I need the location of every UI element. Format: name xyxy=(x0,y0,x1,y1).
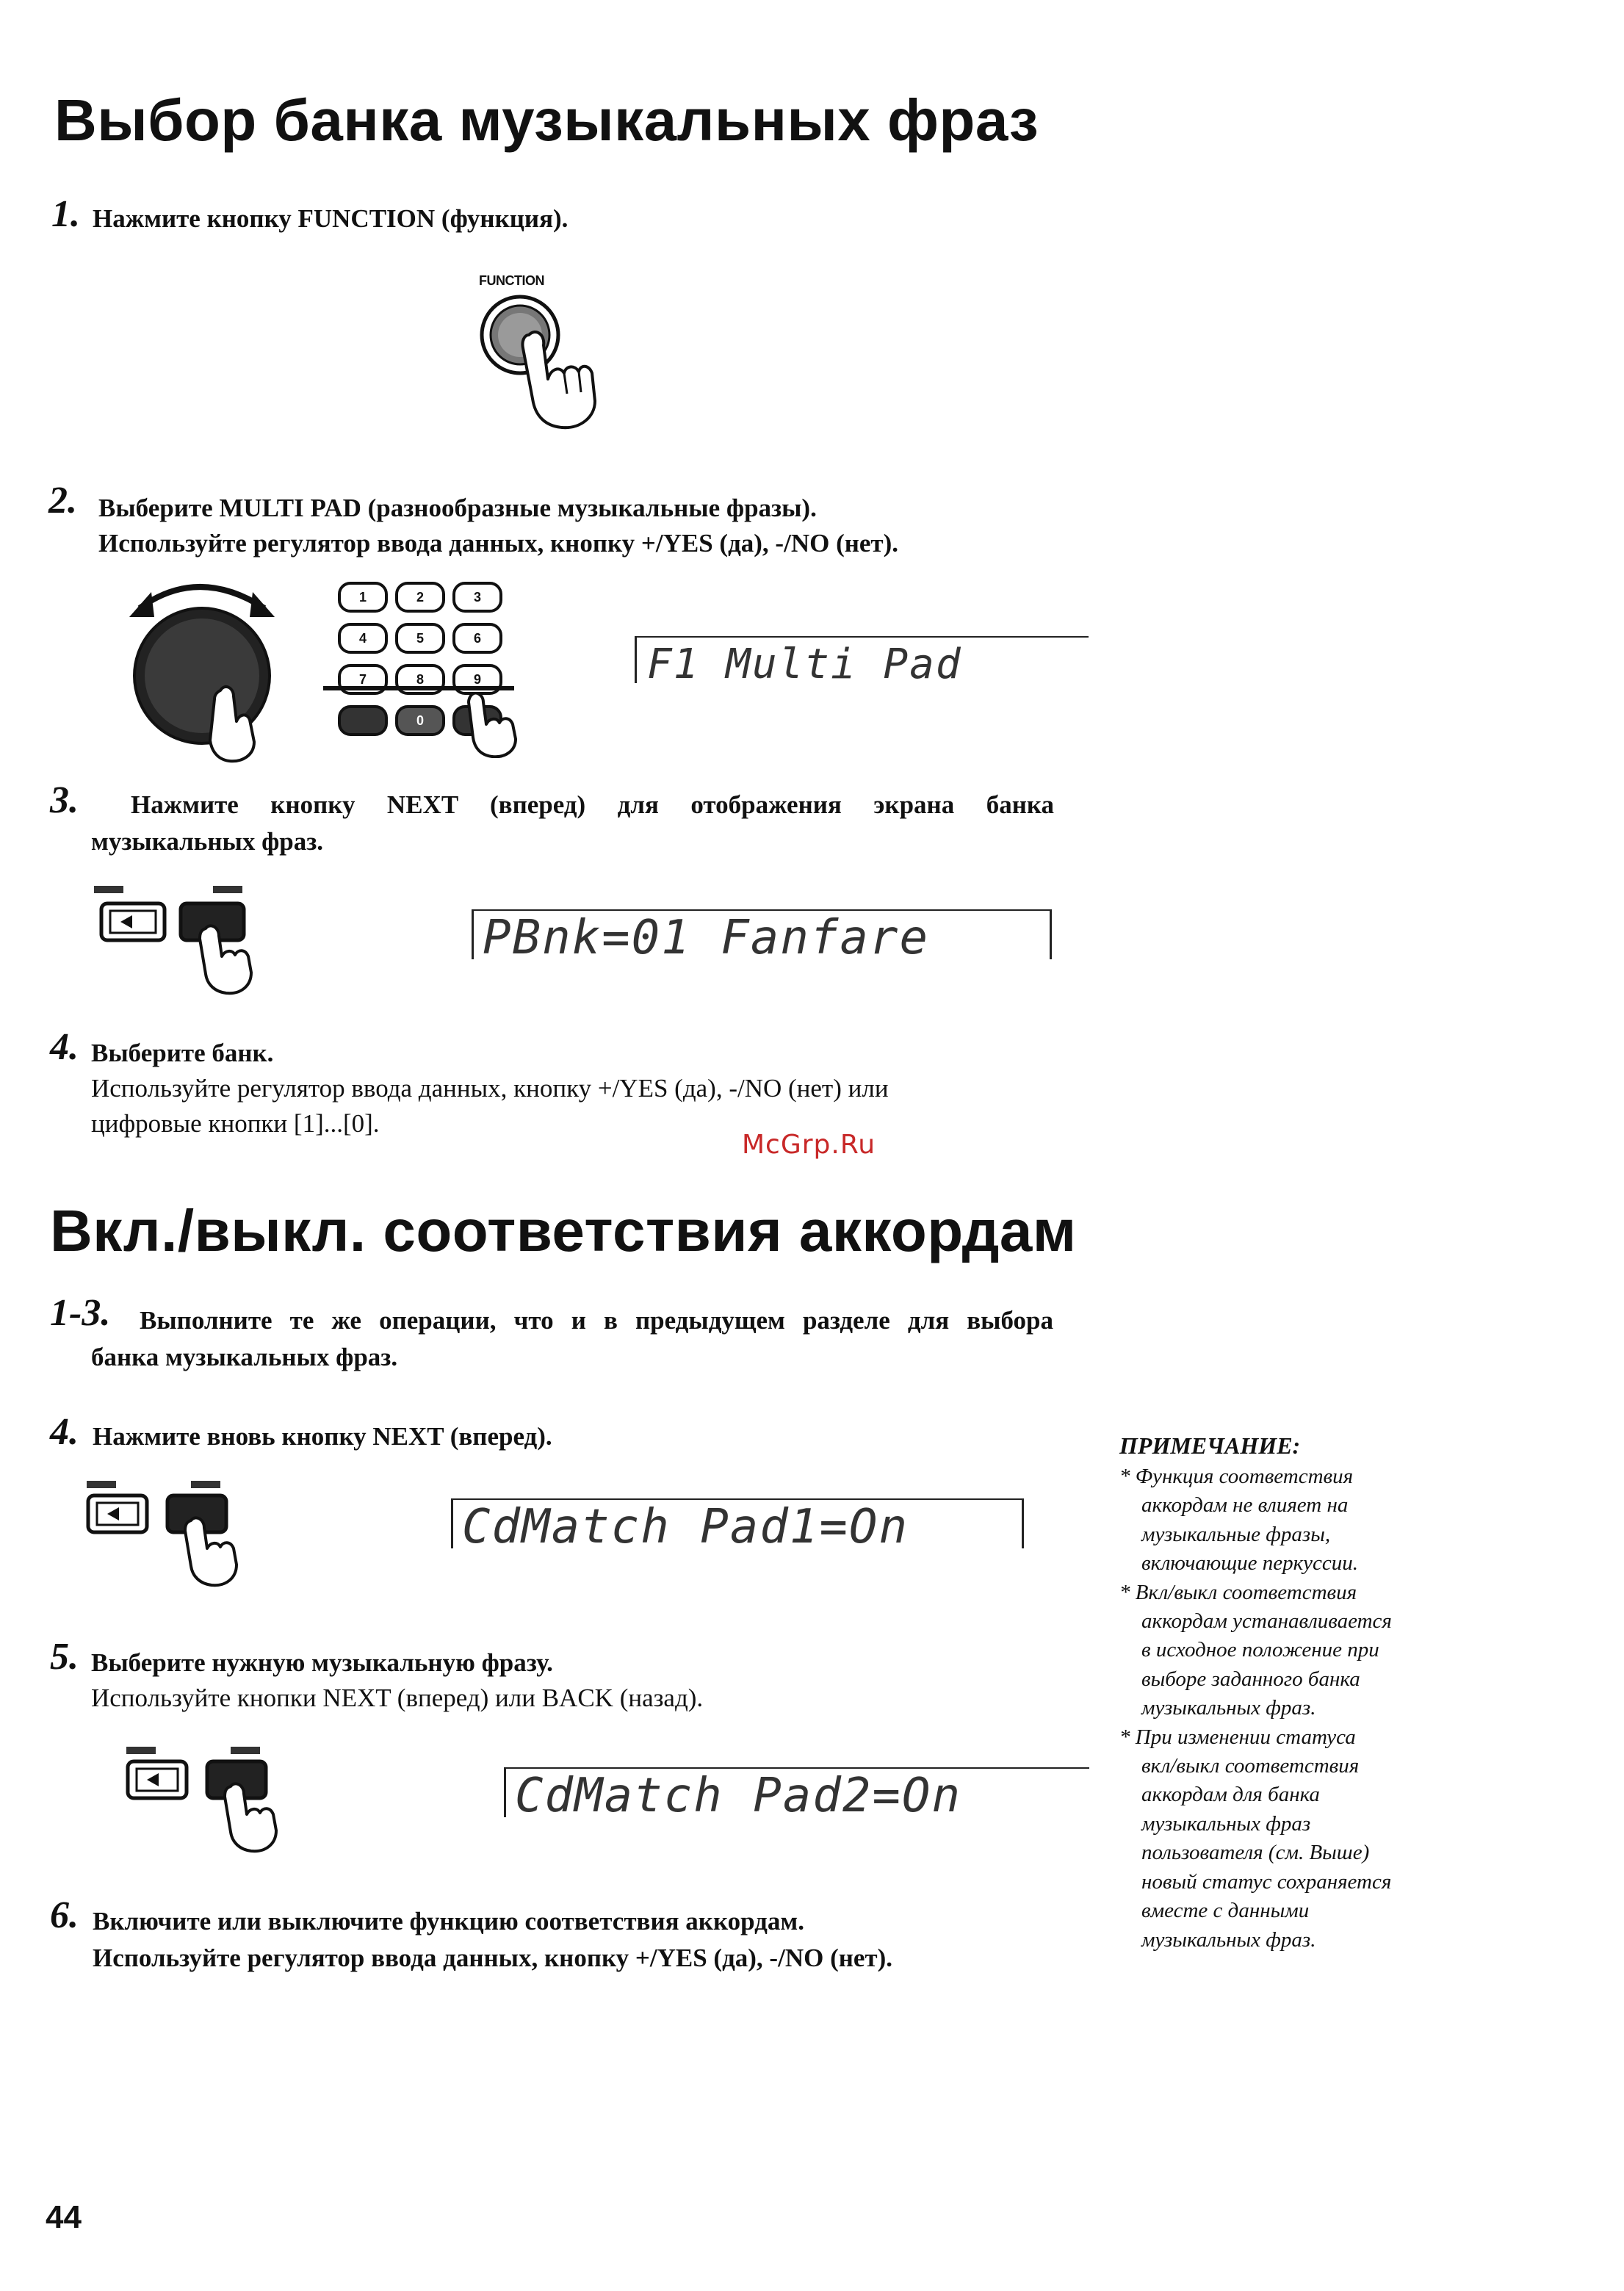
note-line: * Функция соответствия xyxy=(1119,1465,1354,1488)
back-next-buttons-icon xyxy=(88,886,279,996)
keypad-key: 2 xyxy=(395,582,445,613)
lcd-text: F1 Multi Pad xyxy=(647,641,962,688)
step-subtext: Используйте регулятор ввода данных, кнопку +/YES (да), -/NO (нет). xyxy=(93,1944,893,1972)
step-text: Выберите банк. xyxy=(91,1039,274,1067)
note-line: новый статус сохраняется xyxy=(1141,1869,1392,1894)
note-line: пользователя (см. Выше) xyxy=(1141,1841,1370,1865)
step-number: 6. xyxy=(50,1894,79,1936)
keypad-key: 9 xyxy=(452,664,502,695)
note-line: выборе заданного банка xyxy=(1141,1667,1360,1691)
note-line: музыкальных фраз xyxy=(1141,1811,1311,1836)
note-line: музыкальные фразы, xyxy=(1141,1522,1331,1546)
section-title-phrase-bank: Выбор банка музыкальных фраз xyxy=(54,87,1039,153)
lcd-display xyxy=(504,1767,1089,1823)
note-line: аккордам для банка xyxy=(1141,1783,1320,1807)
keypad-key: 6 xyxy=(452,623,502,654)
note-line: вкл/выкл соответствия xyxy=(1141,1754,1360,1778)
pressing-hand-icon xyxy=(477,292,617,432)
function-button-label: FUNCTION xyxy=(479,273,544,288)
note-line: * Вкл/выкл соответствия xyxy=(1119,1580,1357,1604)
step-text: Нажмите кнопку FUNCTION (функция). xyxy=(93,204,569,233)
step-text-cont: музыкальных фраз. xyxy=(91,827,324,856)
step-number: 1-3. xyxy=(50,1292,111,1334)
note-line: * При изменении статуса xyxy=(1119,1725,1356,1749)
step-number: 3. xyxy=(50,779,79,821)
back-next-buttons-icon xyxy=(81,1481,272,1591)
lcd-display xyxy=(635,636,1089,688)
note-line: включающие перкуссии. xyxy=(1141,1551,1359,1576)
step-number: 2. xyxy=(48,480,77,522)
step-subtext: Используйте кнопки NEXT (вперед) или BACK (назад). xyxy=(91,1684,704,1712)
step-subtext: цифровые кнопки [1]...[0]. xyxy=(91,1109,380,1138)
note-line: аккордам не влияет на xyxy=(1141,1493,1349,1518)
lcd-text: CdMatch Pad2=On xyxy=(515,1769,961,1823)
note-line: музыкальных фраз. xyxy=(1141,1696,1316,1720)
step-text: Нажмите кнопку NEXT (вперед) для отображения экрана банка xyxy=(131,790,1054,819)
keypad-key: 1 xyxy=(338,582,388,613)
lcd-display xyxy=(451,1498,1024,1554)
note-body xyxy=(1119,1462,1487,1955)
lcd-text: CdMatch Pad1=On xyxy=(462,1500,909,1554)
step-number: 4. xyxy=(50,1411,79,1453)
note-line: в исходное положение при xyxy=(1141,1638,1379,1662)
step-text-cont: банка музыкальных фраз. xyxy=(91,1343,398,1371)
step-text: Выберите нужную музыкальную фразу. xyxy=(91,1648,553,1677)
step-number: 5. xyxy=(50,1636,79,1678)
data-dial-icon xyxy=(125,566,279,764)
step-subtext: Используйте регулятор ввода данных, кнопку +/YES (да), -/NO (нет). xyxy=(98,529,899,558)
back-next-buttons-icon xyxy=(120,1747,311,1857)
note-sidebar xyxy=(1119,1432,1487,1955)
step-text: Нажмите вновь кнопку NEXT (вперед). xyxy=(93,1422,552,1451)
divider xyxy=(323,686,514,690)
keypad-key: 4 xyxy=(338,623,388,654)
note-line: аккордам устанавливается xyxy=(1141,1609,1392,1634)
step-number: 4. xyxy=(50,1026,79,1068)
step-number: 1. xyxy=(51,193,80,235)
keypad-key: 8 xyxy=(395,664,445,695)
step-text: Включите или выключите функцию соответствия аккордам. xyxy=(93,1907,804,1935)
keypad-key: 5 xyxy=(395,623,445,654)
note-title: ПРИМЕЧАНИЕ: xyxy=(1119,1432,1301,1459)
step-text: Выберите MULTI PAD (разнообразные музыкальные фразы). xyxy=(98,494,817,522)
keypad-key: 0 xyxy=(395,705,445,736)
step-subtext: Используйте регулятор ввода данных, кнопку +/YES (да), -/NO (нет) или xyxy=(91,1074,889,1103)
function-button-illustration xyxy=(477,270,617,432)
watermark: McGrp.Ru xyxy=(742,1130,876,1160)
note-line: музыкальных фраз. xyxy=(1141,1927,1316,1952)
lcd-display xyxy=(472,909,1052,965)
step-text: Выполните те же операции, что и в предыдущем разделе для выбора xyxy=(140,1306,1053,1335)
note-line: вместе с данными xyxy=(1141,1899,1310,1923)
numeric-keypad-illustration xyxy=(323,582,544,758)
lcd-text: PBnk=01 Fanfare xyxy=(483,911,929,965)
section-title-chord-match: Вкл./выкл. соответствия аккордам xyxy=(50,1198,1077,1263)
pressing-hand-icon xyxy=(463,692,529,758)
keypad-key: 7 xyxy=(338,664,388,695)
keypad-key xyxy=(338,705,388,736)
page-number: 44 xyxy=(46,2199,82,2235)
keypad-key: 3 xyxy=(452,582,502,613)
